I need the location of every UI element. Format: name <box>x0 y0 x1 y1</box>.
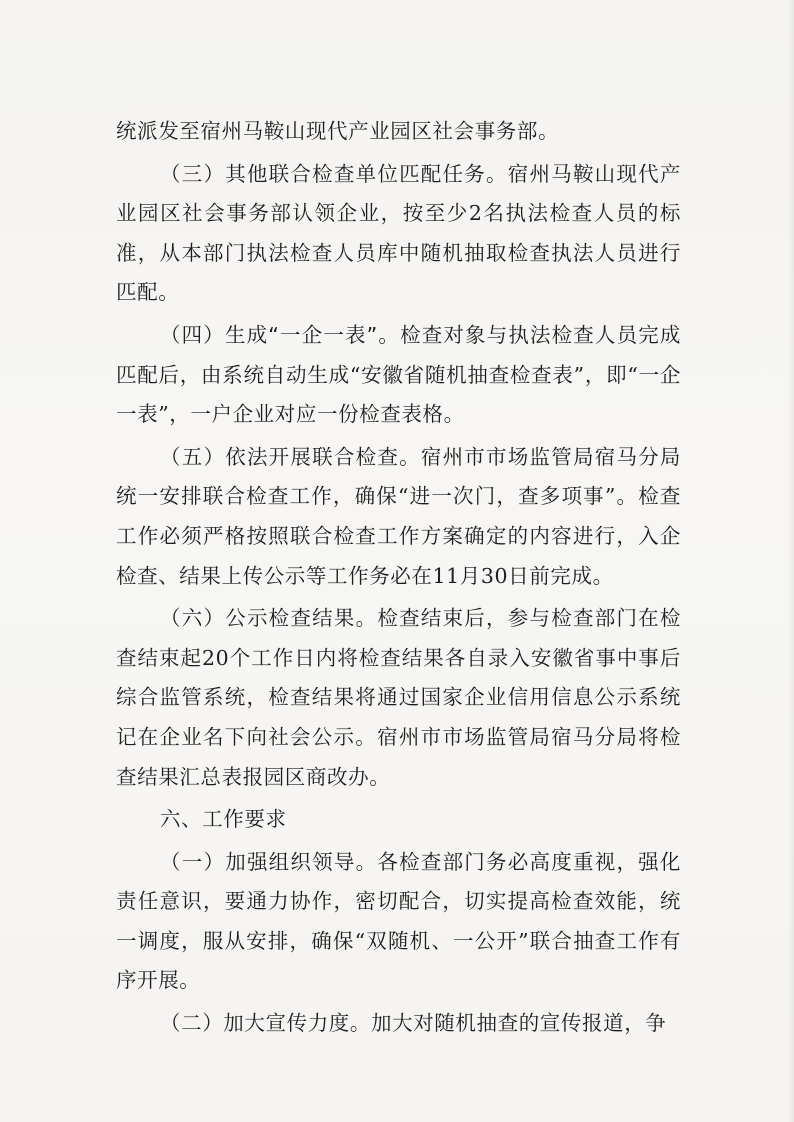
paragraph-lead: （六）公示检查结果。 <box>160 606 378 631</box>
paragraph-item-4 <box>116 316 681 435</box>
paragraph-item-6 <box>116 599 681 797</box>
paragraph-lead: （五）依法开展联合检查。 <box>160 444 421 469</box>
paragraph-text: 加大对随机抽查的宣传报道，争 <box>371 1011 667 1036</box>
paragraph-lead: （四）生成“一企一表”。 <box>160 322 401 347</box>
paragraph-lead: （一）加强组织领导。 <box>160 849 378 874</box>
requirement-item-1 <box>116 843 681 1001</box>
scan-edge-shadow <box>788 0 794 1122</box>
paragraph-lead: （三）其他联合检查单位匹配任务。 <box>160 161 508 186</box>
requirement-item-2 <box>116 1004 681 1044</box>
paragraph-text: 统派发至宿州马鞍山现代产业园区社会事务部。 <box>116 119 560 143</box>
paragraph-lead: （二）加大宣传力度。 <box>160 1011 371 1036</box>
paragraph-text: 宿州市市场监管局宿马分局统一安排联合检查工作，确保“进一次门，查多项事”。检查工作必须严格按照联合检查工作方案确定的内容进行，入企检查、结果上传公示等工作务必在11月30日前完成。 <box>116 444 682 588</box>
document-body <box>116 112 681 1047</box>
paragraph-text: 宿州马鞍山现代产业园区社会事务部认领企业，按至少2名执法检查人员的标准，从本部门执法检查人员库中随机抽取检查执法人员进行匹配。 <box>116 161 681 305</box>
paragraph-continuation <box>116 112 681 152</box>
paragraph-item-3 <box>116 155 681 313</box>
paragraph-text: 检查对象与执法检查人员完成匹配后，由系统自动生成“安徽省随机抽查检查表”，即“一企一表”，一户企业对应一份检查表格。 <box>116 322 681 427</box>
paragraph-text: 检查结束后，参与检查部门在检查结束起20个工作日内将检查结果各自录入安徽省事中事后综合监管系统，检查结果将通过国家企业信用信息公示系统记在企业名下向社会公示。宿州市市场监管局宿马分局将检查结果汇总表报园区商改办。 <box>116 606 682 789</box>
section-heading: 六、工作要求 <box>160 807 287 832</box>
paragraph-item-5 <box>116 438 681 596</box>
paragraph-text: 各检查部门务必高度重视，强化责任意识，要通力协作，密切配合，切实提高检查效能，统一调度，服从安排，确保“双随机、一公开”联合抽查工作有序开展。 <box>116 849 682 993</box>
